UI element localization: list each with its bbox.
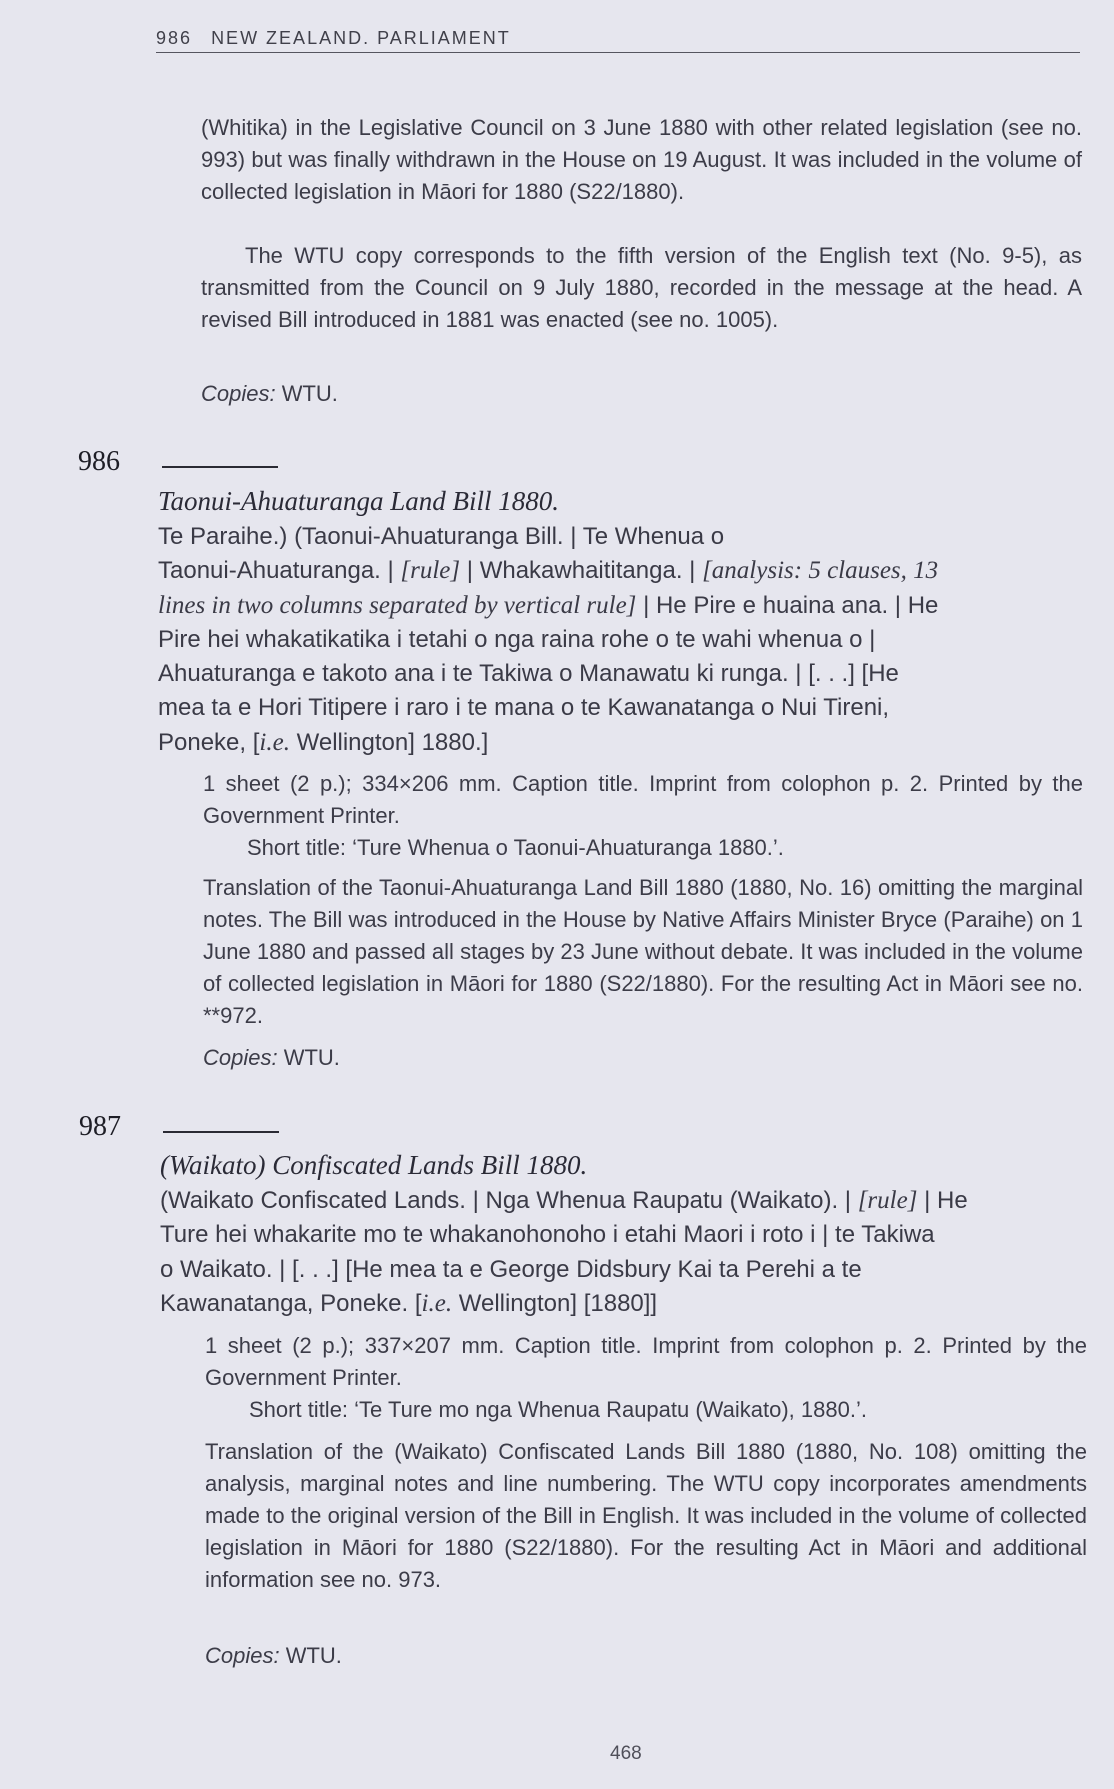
header-page-number: 986 [156,28,193,48]
transcript-line: Pire hei whakatikatika i tetahi o nga raina rohe o te wahi whenua o | [158,625,876,653]
entry-description: 1 sheet (2 p.); 337×207 mm. Caption title. Imprint from colophon p. 2. Printed by the Government Printer. [205,1333,1087,1390]
copies-value: WTU. [279,1643,342,1668]
transcript-line: Ahuaturanga e takoto ana i te Takiwa o Manawatu ki runga. | [. . .] [He [158,660,899,688]
transcript-line: Kawanatanga, Poneke. [i.e. Wellington] [1880]] [160,1289,658,1317]
entry-notes: Translation of the Taonui-Ahuaturanga Land Bill 1880 (1880, No. 16) omitting the marginal notes. The Bill was introduced in the House by Native Affairs Minister Bryce (Paraihe) on 1 June 1880 and passed all stages by 23 June without debate. It was included in the volume of collected legislation in Māori for 1880 (S22/1880). For the resulting Act in Māori see no. **972. [203,875,1083,1028]
entry-title: (Waikato) Confiscated Lands Bill 1880. [160,1150,588,1180]
analysis-note: [analysis: 5 clauses, 13 [702,557,939,585]
transcript-line: Taonui-Ahuaturanga. | [rule] | Whakawhaititanga. | [analysis: 5 clauses, 13 [158,557,939,585]
running-header [156,28,1080,53]
entry-transcript [160,1184,1090,1321]
copies-value: WTU. [275,381,338,406]
copies-label: Copies: [205,1643,280,1668]
intro-paragraph-2: The WTU copy corresponds to the fifth version of the English text (No. 9-5), as transmitted from the Council on 9 July 1880, recorded in the message at the head. A revised Bill introduced in 1881 was enacted (see no. 1005). [201,243,1082,332]
intro-paragraph-1: (Whitika) in the Legislative Council on 3 June 1880 with other related legislation (see no. 993) but was finally withdrawn in the House on 19 August. It was included in the volume of collected legislation in Māori for 1880 (S22/1880). [201,115,1082,204]
header-title: NEW ZEALAND. PARLIAMENT [211,28,511,48]
rule-note: [rule] [400,557,461,585]
transcript-line: lines in two columns separated by vertical rule] | He Pire e huaina ana. | He [158,591,939,619]
copies-value: WTU. [277,1045,340,1070]
transcript-line: mea ta e Hori Titipere i raro i te mana o te Kawanatanga o Nui Tireni, [158,694,890,722]
entry-rule [163,1131,279,1133]
transcript-line: o Waikato. | [. . .] [He mea ta e George Didsbury Kai ta Perehi a te [160,1255,862,1283]
copies-label: Copies: [201,381,276,406]
transcript-line: Poneke, [i.e. Wellington] 1880.] [158,728,489,756]
entry-copies [205,1640,342,1672]
entry-notes: Translation of the (Waikato) Confiscated Lands Bill 1880 (1880, No. 108) omitting the analysis, marginal notes and line numbering. The WTU copy incorporates amendments made to the original version of the Bill in English. It was included in the volume of collected legislation in Māori for 1880 (S22/1880). For the resulting Act in Māori and additional information see no. 973. [205,1439,1087,1592]
transcript-line: Ture hei whakarite mo te whakanohonoho i etahi Maori i roto i | te Takiwa [160,1221,935,1249]
intro-copies [201,378,338,410]
entry-rule [162,466,278,468]
analysis-note: lines in two columns separated by vertical rule] [158,591,637,619]
entry-title: Taonui-Ahuaturanga Land Bill 1880. [158,486,560,516]
rule-note: [rule] [857,1187,918,1214]
page-number: 468 [610,1743,642,1764]
copies-label: Copies: [203,1045,278,1070]
transcript-line: (Waikato Confiscated Lands. | Nga Whenua Raupatu (Waikato). | [rule] | He [160,1187,968,1214]
entry-number: 986 [78,446,120,477]
entry-copies [203,1042,340,1074]
entry-number: 987 [79,1111,121,1142]
entry-short-title: Short title: ‘Ture Whenua o Taonui-Ahuaturanga 1880.’. [247,835,784,860]
entry-transcript [158,520,1088,760]
entry-description: 1 sheet (2 p.); 334×206 mm. Caption title. Imprint from colophon p. 2. Printed by the Government Printer. [203,771,1083,828]
transcript-line: Te Paraihe.) (Taonui-Ahuaturanga Bill. | Te Whenua o [158,523,725,550]
entry-short-title: Short title: ‘Te Ture mo nga Whenua Raupatu (Waikato), 1880.’. [249,1397,867,1422]
